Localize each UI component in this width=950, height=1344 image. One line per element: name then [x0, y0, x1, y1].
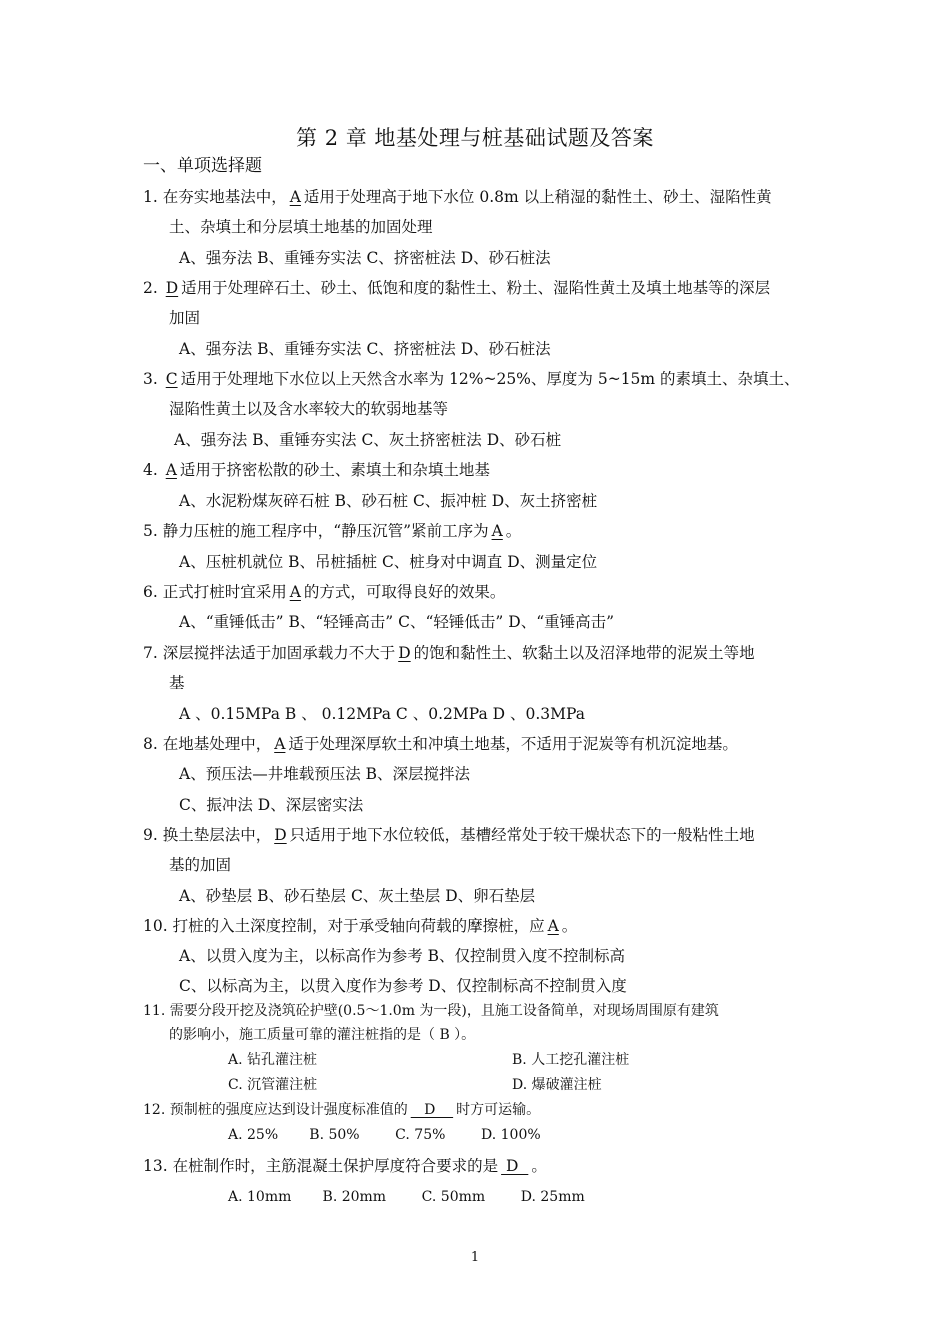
question-3-line-2: 湿陷性黄土以及含水率较大的软弱地基等: [169, 400, 449, 418]
answer-blank: C: [165, 370, 178, 388]
question-12-options: A. 25% B. 50% C. 75% D. 100%: [228, 1127, 541, 1143]
question-9-line-2: 基的加固: [169, 856, 232, 874]
question-7-line-2: 基: [169, 674, 185, 692]
question-11-option-d: D. 爆破灌注桩: [512, 1077, 602, 1093]
question-12: [143, 1100, 540, 1120]
question-5: [143, 521, 521, 541]
question-6: [143, 582, 505, 602]
question-13-options: A. 10mm B. 20mm C. 50mm D. 25mm: [228, 1189, 585, 1205]
question-3: [143, 369, 800, 389]
question-text: 的饱和黏性土、软黏土以及沼泽地带的泥炭土等地: [413, 644, 755, 662]
question-text: 13. 在桩制作时，主筋混凝土保护厚度符合要求的是: [143, 1157, 499, 1175]
question-text: 8. 在地基处理中，: [143, 735, 272, 753]
question-8-options-2: C、振冲法 D、深层密实法: [179, 796, 364, 814]
answer-blank: D: [165, 279, 179, 297]
question-13: [143, 1156, 547, 1176]
question-1: [143, 187, 772, 207]
question-3-options: A、强夯法 B、重锤夯实法 C、灰土挤密桩法 D、砂石桩: [174, 431, 562, 449]
question-4: [143, 460, 490, 480]
question-11-option-a: A. 钻孔灌注桩: [228, 1052, 318, 1068]
question-text: 适用于处理高于地下水位 0.8m 以上稍湿的黏性土、砂土、湿陷性黄: [303, 188, 772, 206]
question-10-options-1: A、以贯入度为主，以标高作为参考 B、仅控制贯入度不控制标高: [179, 947, 626, 965]
answer-blank: A: [274, 735, 286, 753]
question-text: 适用于处理地下水位以上天然含水率为 12%~25%、厚度为 5~15m 的素填土、杂填土、: [180, 370, 800, 388]
question-text: 3.: [143, 370, 163, 388]
question-text: 。: [531, 1157, 547, 1175]
question-text: 5. 静力压桩的施工程序中，“静压沉管”紧前工序为: [143, 522, 489, 540]
question-2-line-2: 加固: [169, 309, 201, 327]
page-number: 1: [470, 1250, 480, 1265]
question-text: 的方式，可取得良好的效果。: [303, 583, 506, 601]
page-title: 第 2 章 地基处理与桩基础试题及答案: [296, 126, 654, 150]
question-text: 1. 在夯实地基法中，: [143, 188, 287, 206]
question-8-options-1: A、预压法—井堆载预压法 B、深层搅拌法: [179, 765, 471, 783]
question-2-options: A、强夯法 B、重锤夯实法 C、挤密桩法 D、砂石桩法: [179, 340, 551, 358]
question-6-options: A、“重锤低击” B、“轻锤高击” C、“轻锤低击” D、“重锤高击”: [179, 613, 615, 631]
answer-blank: A: [289, 188, 301, 206]
question-10: [143, 916, 577, 936]
answer-blank: A: [289, 583, 301, 601]
answer-blank: A: [491, 522, 503, 540]
question-9: [143, 825, 755, 845]
question-2: [143, 278, 770, 298]
question-text: 适于处理深厚软土和冲填土地基，不适用于泥炭等有机沉淀地基。: [288, 735, 738, 753]
question-8: [143, 734, 738, 754]
question-text: 9. 换土垫层法中，: [143, 826, 272, 844]
question-text: 4.: [143, 461, 163, 479]
question-text: 。: [561, 917, 578, 935]
question-text: 12. 预制桩的强度应达到设计强度标准值的: [143, 1102, 408, 1118]
answer-blank: A: [165, 461, 177, 479]
answer-blank: D: [501, 1157, 529, 1175]
question-10-options-2: C、以标高为主，以贯入度作为参考 D、仅控制标高不控制贯入度: [179, 977, 627, 995]
question-11-option-b: B. 人工挖孔灌注桩: [512, 1052, 630, 1068]
answer-blank: D: [274, 826, 287, 844]
question-5-options: A、压桩机就位 B、吊桩插桩 C、桩身对中调直 D、测量定位: [179, 553, 598, 571]
question-text: 10. 打桩的入土深度控制，对于承受轴向荷载的摩擦桩，应: [143, 917, 545, 935]
question-11-option-c: C. 沉管灌注桩: [228, 1077, 318, 1093]
question-1-line-2: 土、杂填土和分层填土地基的加固处理: [169, 218, 433, 236]
question-7: [143, 643, 755, 663]
question-text: 只适用于地下水位较低，基槽经常处于较干燥状态下的一般粘性土地: [289, 826, 755, 844]
question-text: 6. 正式打桩时宜采用: [143, 583, 287, 601]
question-9-options: A、砂垫层 B、砂石垫层 C、灰土垫层 D、卵石垫层: [179, 887, 536, 905]
question-4-options: A、水泥粉煤灰碎石桩 B、砂石桩 C、振冲桩 D、灰土挤密桩: [179, 492, 598, 510]
question-text: 7. 深层搅拌法适于加固承载力不大于: [143, 644, 396, 662]
question-7-options: A 、0.15MPa B 、 0.12MPa C 、0.2MPa D 、0.3MPa: [179, 705, 585, 723]
question-text: 适用于处理碎石土、砂土、低饱和度的黏性土、粉土、湿陷性黄土及填土地基等的深层: [181, 279, 771, 297]
answer-blank: D: [410, 1102, 454, 1118]
question-text: 适用于挤密松散的砂土、素填土和杂填土地基: [179, 461, 490, 479]
section-heading: 一、单项选择题: [143, 156, 262, 176]
question-11: 11. 需要分段开挖及浇筑砼护壁(0.5～1.0m 为一段)，且施工设备简单，对现场周围原有建筑: [143, 1003, 719, 1019]
question-text: 2.: [143, 279, 163, 297]
answer-blank: A: [547, 917, 559, 935]
question-text: 。: [505, 522, 522, 540]
question-11-line-2: 的影响小，施工质量可靠的灌注桩指的是（ B ）。: [169, 1027, 476, 1043]
question-text: 时方可运输。: [456, 1102, 541, 1118]
question-1-options: A、强夯法 B、重锤夯实法 C、挤密桩法 D、砂石桩法: [179, 249, 551, 267]
answer-blank: D: [398, 644, 411, 662]
